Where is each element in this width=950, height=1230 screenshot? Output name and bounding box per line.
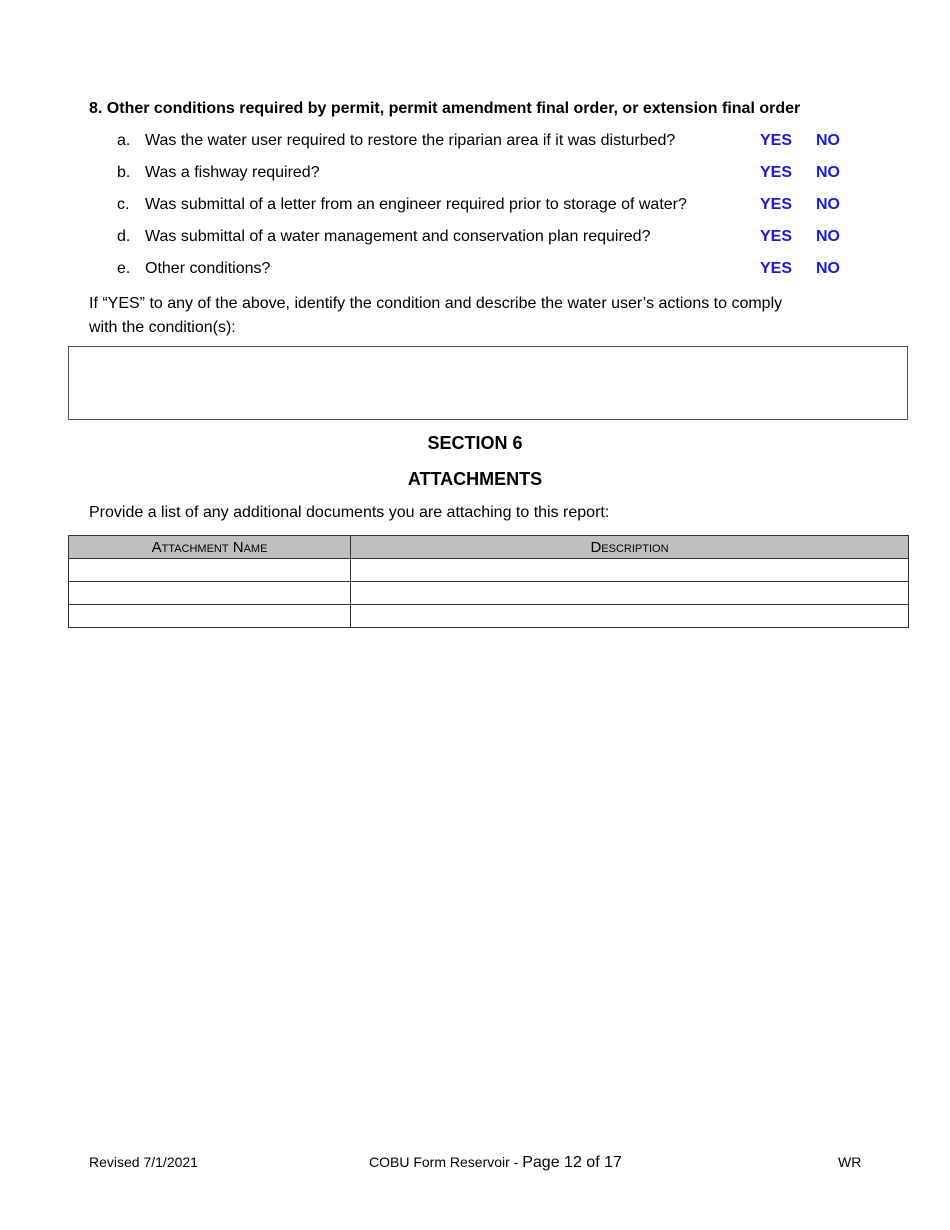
question-letter: c. [117, 196, 130, 213]
no-option-c[interactable]: NO [816, 196, 840, 213]
no-option-a[interactable]: NO [816, 132, 840, 149]
table-row [69, 605, 909, 628]
question-letter: a. [117, 132, 131, 149]
section-number: SECTION 6 [427, 433, 523, 453]
section-title: ATTACHMENTS [407, 469, 543, 489]
question-letter: d. [117, 228, 131, 245]
conditions-instructions: If “YES” to any of the above, identify the condition and describe the water user’s actions to comply with the condition(s): [89, 295, 783, 336]
table-row [69, 559, 909, 582]
question-text: Was the water user required to restore the riparian area if it was disturbed? [145, 132, 676, 149]
yes-option-e[interactable]: YES [760, 260, 793, 277]
description-cell[interactable] [351, 582, 909, 605]
description-cell[interactable] [351, 605, 909, 628]
attachment-name-cell[interactable] [69, 605, 351, 628]
no-option-b[interactable]: NO [816, 164, 840, 181]
question-letter: b. [117, 164, 131, 181]
question-row-b [0, 164, 950, 186]
attachment-name-cell[interactable] [69, 582, 351, 605]
yes-option-c[interactable]: YES [760, 196, 793, 213]
attachment-name-cell[interactable] [69, 559, 351, 582]
description-cell[interactable] [351, 559, 909, 582]
table-row [69, 582, 909, 605]
footer-revised-date: Revised 7/1/2021 [89, 1154, 198, 1170]
table-header-row [69, 536, 909, 559]
conditions-response-field[interactable] [68, 346, 908, 420]
question-text: Other conditions? [145, 260, 271, 277]
question-row-e [0, 260, 950, 282]
footer-form-name: COBU Form Reservoir - [369, 1154, 523, 1170]
question-text: Was submittal of a water management and conservation plan required? [145, 228, 651, 245]
question-row-c [0, 196, 950, 218]
no-option-e[interactable]: NO [816, 260, 840, 277]
question-text: Was a fishway required? [145, 164, 320, 181]
footer-form-info [369, 1154, 622, 1172]
question-8-heading: 8. Other conditions required by permit, permit amendment final order, or extension final order [89, 100, 801, 117]
footer-page-number: Page 12 of 17 [522, 1154, 622, 1171]
question-row-d [0, 228, 950, 250]
yes-option-d[interactable]: YES [760, 228, 793, 245]
attachments-table [68, 535, 909, 628]
question-row-a [0, 132, 950, 154]
description-header: Description [351, 536, 909, 559]
yes-option-a[interactable]: YES [760, 132, 793, 149]
attachment-name-header: Attachment Name [69, 536, 351, 559]
no-option-d[interactable]: NO [816, 228, 840, 245]
footer-code: WR [838, 1154, 862, 1170]
attachments-intro: Provide a list of any additional documents you are attaching to this report: [89, 504, 610, 521]
question-letter: e. [117, 260, 131, 277]
yes-option-b[interactable]: YES [760, 164, 793, 181]
question-text: Was submittal of a letter from an engineer required prior to storage of water? [145, 196, 687, 213]
